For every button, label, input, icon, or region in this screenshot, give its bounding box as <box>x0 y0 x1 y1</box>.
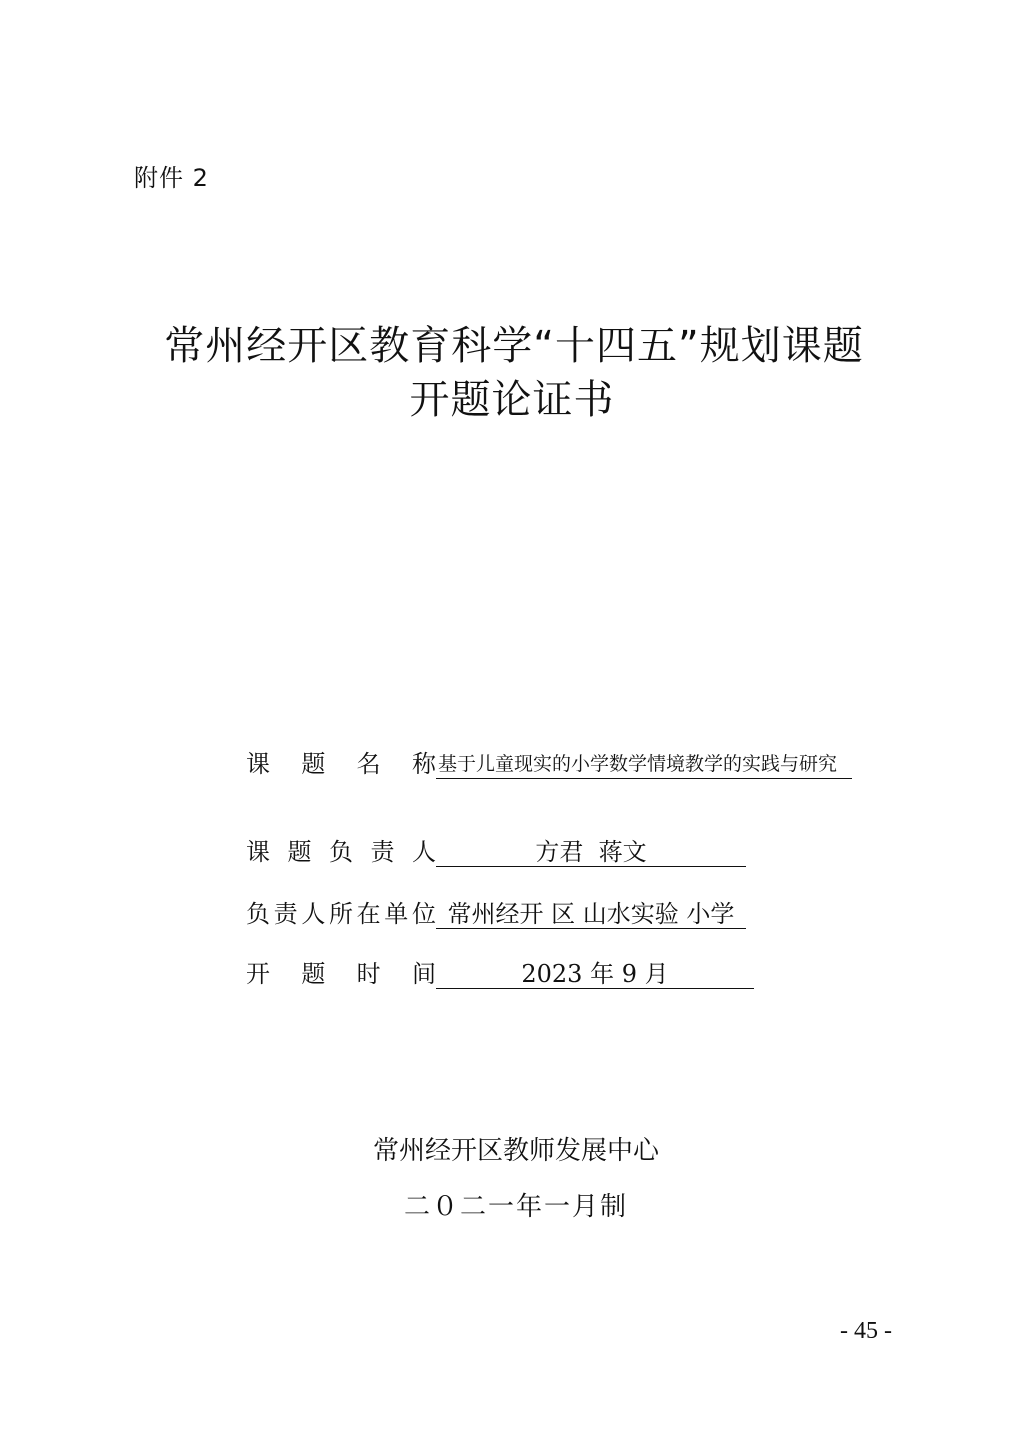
project-leader-value: 方君 蒋文 <box>436 839 746 867</box>
label-char: 单 <box>384 900 409 928</box>
leader-unit-label <box>246 894 436 929</box>
label-char: 责 <box>273 900 298 928</box>
document-title-line-2: 开题论证书 <box>409 377 615 423</box>
label-char: 开 <box>246 960 270 988</box>
label-char: 人 <box>301 900 326 928</box>
label-char: 所 <box>328 900 353 928</box>
project-leader-label <box>246 832 436 867</box>
project-leader-row <box>246 832 746 867</box>
leader-unit-row <box>246 894 746 929</box>
opening-time-row <box>246 954 754 989</box>
issuing-organization: 常州经开区教师发展中心 <box>372 1136 659 1166</box>
label-char: 责 <box>370 838 395 866</box>
project-name-label <box>246 744 436 779</box>
label-char: 人 <box>412 838 436 866</box>
label-char: 在 <box>356 900 381 928</box>
label-char: 时 <box>356 960 381 988</box>
label-char: 题 <box>301 960 326 988</box>
label-char: 题 <box>301 750 326 778</box>
document-title-line-1: 常州经开区教育科学“十四五”规划课题 <box>164 323 864 369</box>
opening-time-label <box>246 954 436 989</box>
label-char: 负 <box>246 900 270 928</box>
label-char: 名 <box>356 750 381 778</box>
opening-time-value: 2023 年 9 月 <box>436 961 754 989</box>
label-char: 称 <box>411 750 436 778</box>
label-char: 课 <box>246 838 270 866</box>
label-char: 课 <box>246 750 270 778</box>
label-char: 间 <box>411 960 436 988</box>
label-char: 负 <box>329 838 353 866</box>
project-name-row <box>246 744 852 779</box>
page-number: - 45 - <box>840 1318 892 1344</box>
attachment-label: 附件 2 <box>134 164 209 192</box>
made-date: 二０二一年一月制 <box>403 1192 628 1222</box>
label-char: 题 <box>287 838 312 866</box>
project-name-value: 基于儿童现实的小学数学情境教学的实践与研究 <box>436 751 852 779</box>
label-char: 位 <box>411 900 436 928</box>
leader-unit-value: 常州经开 区 山水实验 小学 <box>436 901 746 929</box>
